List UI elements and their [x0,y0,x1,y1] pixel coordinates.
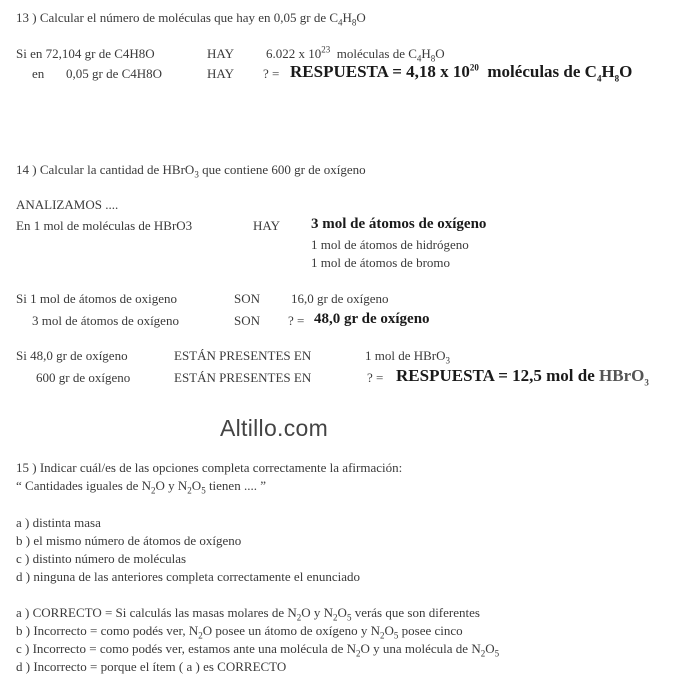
q14-s2-son: SON [234,313,261,328]
q14-hay: HAY [253,218,280,233]
q15-answer-a: a ) CORRECTO = Si calculás las masas molares de $N_2O$ y $N_2O_5$ verás que son diferentes [16,605,480,623]
q14-en1: En 1 mol de moléculas de HBrO3 [16,218,193,233]
q15-option-d: d ) ninguna de las anteriores completa correctamente el enunciado [16,569,360,584]
q14-s1-a: Si 1 mol de átomos de oxigeno [16,291,178,306]
q14-t2-a: 600 gr de oxígeno [36,370,131,385]
q14-bromine-atoms: 1 mol de átomos de bromo [311,255,451,270]
q13-title: 13 ) Calcular el número de moléculas que hay en 0,05 gr de $C_4H_8O$ [16,10,366,28]
q13-line1-number: 6.022 x $10^{23}$ moléculas de $C_4H_8O$ [266,44,445,64]
q14-title: 14 ) Calcular la cantidad de HBrO$_3$ que contiene 600 gr de oxígeno [16,162,366,180]
q15-answer-c: c ) Incorrecto = como podés ver, estamos ante una molécula de $N_2O$ y una molécula de $N_2O_5$ [16,641,500,659]
q14-answer: RESPUESTA = 12,5 mol de HBrO$_3$ [396,366,649,388]
altillo-watermark-logo: Altillo.com [220,415,329,441]
q14-s2-q: ? = [288,313,305,328]
q13-line1-hay: HAY [207,46,234,61]
q14-s2-result: 48,0 gr de oxígeno [314,311,430,327]
q14-t1-c: 1 mol de HBrO$_3$ [365,348,451,366]
q13-line2-b: 0,05 gr de C4H8O [66,66,163,81]
q13-line1-a: Si en 72,104 gr de C4H8O [16,46,155,61]
q15-title: 15 ) Indicar cuál/es de las opciones completa correctamente la afirmación: [16,460,403,475]
q14-t1-a: Si 48,0 gr de oxígeno [16,348,128,363]
q14-hydrogen-atoms: 1 mol de átomos de hidrógeno [311,237,469,252]
q15-answer-d: d ) Incorrecto = porque el ítem ( a ) es CORRECTO [16,659,287,674]
q15-statement: “ Cantidades iguales de $N_2O$ y $N_2O_5$ tienen .... ” [16,478,266,496]
q13-line2-q: ? = [263,66,280,81]
q14-t1-estan: ESTÁN PRESENTES EN [174,348,312,363]
q14-t2-estan: ESTÁN PRESENTES EN [174,370,312,385]
q14-s1-son: SON [234,291,261,306]
q15-option-c: c ) distinto número de moléculas [16,551,187,566]
q13-answer: RESPUESTA = 4,18 x $10^{20}$ moléculas de $C_4H_8O$ [290,62,633,84]
q14-t2-q: ? = [367,370,384,385]
q15-option-a: a ) distinta masa [16,515,101,530]
q14-s2-a: 3 mol de átomos de oxígeno [32,313,179,328]
q14-analizamos: ANALIZAMOS .... [16,197,119,212]
q15-option-b: b ) el mismo número de átomos de oxígeno [16,533,242,548]
q14-oxygen-atoms: 3 mol de átomos de oxígeno [311,216,487,232]
q13-line2-en: en [32,66,45,81]
q13-line2-hay: HAY [207,66,234,81]
q15-answer-b: b ) Incorrecto = como podés ver, $N_2O$ posee un átomo de oxígeno y $N_2O_5$ posee cinco [16,623,463,641]
q14-s1-c: 16,0 gr de oxígeno [291,291,389,306]
